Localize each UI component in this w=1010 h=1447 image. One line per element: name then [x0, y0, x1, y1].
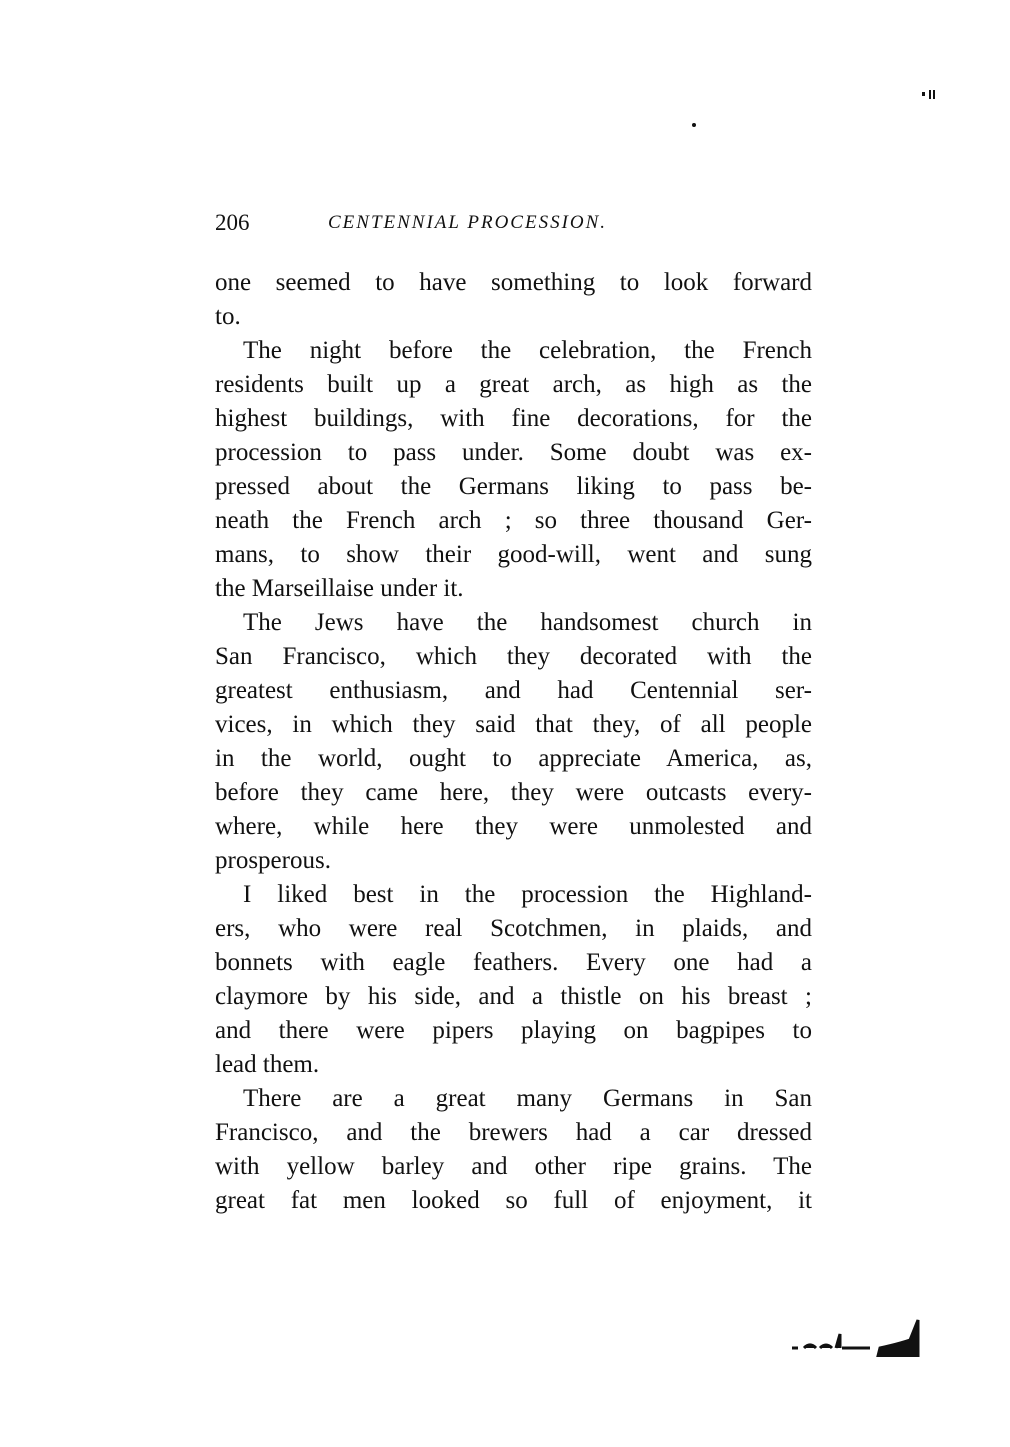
page-number: 206: [215, 210, 250, 235]
scan-speck: [929, 90, 931, 99]
text-line: I liked best in the procession the Highland-: [243, 881, 812, 908]
text-line: neath the French arch ; so three thousand Ger-: [215, 507, 812, 534]
text-line: prosperous.: [215, 847, 331, 874]
text-line: bonnets with eagle feathers. Every one had a: [215, 949, 812, 976]
text-line: vices, in which they said that they, of all people: [215, 711, 812, 738]
running-title: CENTENNIAL PROCESSION.: [328, 212, 608, 233]
text-line: The night before the celebration, the French: [243, 337, 812, 364]
text-line: great fat men looked so full of enjoyment, it: [215, 1187, 812, 1214]
scan-speck: [692, 123, 696, 127]
scan-speck: [933, 90, 935, 99]
text-line: lead them.: [215, 1051, 320, 1078]
text-line: claymore by his side, and a thistle on his breast ;: [215, 983, 812, 1010]
text-line: ers, who were real Scotchmen, in plaids, and: [215, 915, 812, 942]
body-text: [215, 266, 812, 1218]
scan-speck: [922, 92, 925, 96]
text-line: residents built up a great arch, as high as the: [215, 371, 812, 398]
text-line: with yellow barley and other ripe grains. The: [215, 1153, 812, 1180]
text-line: the Marseillaise under it.: [215, 575, 464, 602]
text-line: procession to pass under. Some doubt was ex-: [215, 439, 812, 466]
text-line: pressed about the Germans liking to pass be-: [215, 473, 812, 500]
text-line: where, while here they were unmolested and: [215, 813, 812, 840]
text-line: mans, to show their good-will, went and sung: [215, 541, 812, 568]
text-line: highest buildings, with fine decorations, for the: [215, 405, 812, 432]
text-line: in the world, ought to appreciate America, as,: [215, 745, 812, 772]
text-line: San Francisco, which they decorated with the: [215, 643, 812, 670]
text-line: There are a great many Germans in San: [243, 1085, 812, 1112]
text-line: and there were pipers playing on bagpipes to: [215, 1017, 812, 1044]
text-line: before they came here, they were outcasts every-: [215, 779, 812, 806]
text-line: to.: [215, 303, 241, 330]
scan-smudge: [790, 1312, 930, 1357]
text-line: The Jews have the handsomest church in: [243, 609, 812, 636]
text-line: greatest enthusiasm, and had Centennial ser-: [215, 677, 812, 704]
text-line: Francisco, and the brewers had a car dressed: [215, 1119, 812, 1146]
text-line: one seemed to have something to look forward: [215, 269, 812, 296]
